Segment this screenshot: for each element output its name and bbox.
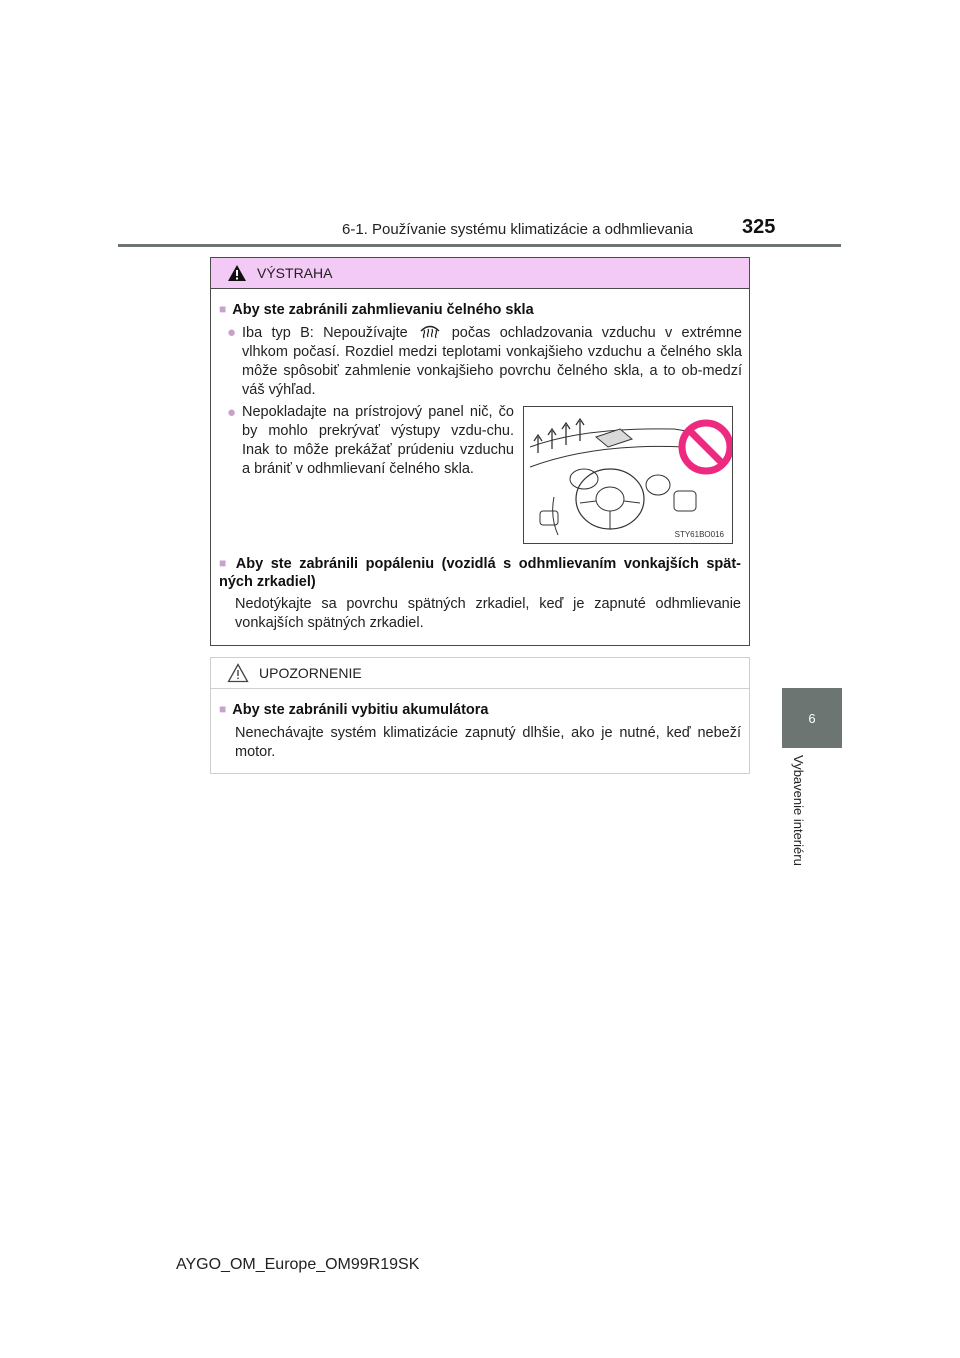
header-rule: [118, 244, 841, 247]
round-bullet-icon: ●: [227, 324, 237, 341]
warning-triangle-icon: [227, 264, 247, 282]
dashboard-illustration: [523, 406, 733, 544]
caution-box: [210, 657, 750, 774]
caution-triangle-icon: [227, 663, 249, 683]
warning-box: [210, 257, 750, 646]
caution-heading: UPOZORNENIE: [259, 665, 362, 681]
square-bullet-icon: ■: [219, 556, 230, 570]
defog-button-icon: [408, 323, 452, 343]
section-title-fogging: ■ Aby ste zabránili zahmlievaniu čelného skla: [219, 302, 534, 318]
warning-header: [211, 258, 749, 289]
section-text-burns: Nedotýkajte sa povrchu spätných zrkadiel, keď je zapnuté odhmlievanie vonkajších spätných zrkadiel.: [235, 596, 741, 631]
chapter-side-label: Vybavenie interiéru: [791, 755, 806, 866]
round-bullet-icon: ●: [227, 404, 237, 421]
section-title-burns: ■ Aby ste zabránili popáleniu (vozidlá s odhmlievaním vonkajších spät-ných zrkadiel): [219, 556, 742, 590]
bullet-text-defog-type-b: Iba typ B: Nepoužívajte počas ochladzovania vzduchu v extrémne vlhkom počasí. Rozdiel medzi teplotami vonkajšieho vzduchu a čelného skla môže spôsobiť zahmlenie vonkajšieho povrchu čelného skla, a to ob-medzí váš výhľad.: [242, 325, 742, 398]
square-bullet-icon: ■: [219, 302, 227, 316]
caution-header: [211, 658, 749, 689]
bullet-text-dashboard: Nepokladajte na prístrojový panel nič, čo by mohlo prekrývať výstupy vzdu-chu. Inak to môže prekážať prúdeniu vzduchu a brániť v odhmlievaní čelného skla.: [242, 404, 514, 477]
page-number: 325: [742, 216, 776, 238]
figure-code: STY61BO016: [674, 530, 724, 539]
warning-heading: VÝSTRAHA: [257, 265, 333, 281]
section-title-battery: ■ Aby ste zabránili vybitiu akumulátora: [219, 702, 489, 718]
document-id: AYGO_OM_Europe_OM99R19SK: [176, 1256, 420, 1273]
page-header-title: 6-1. Používanie systému klimatizácie a odhmlievania: [342, 221, 693, 238]
chapter-tab: 6: [782, 688, 842, 748]
square-bullet-icon: ■: [219, 702, 227, 716]
section-text-battery: Nenechávajte systém klimatizácie zapnutý dlhšie, ako je nutné, keď nebeží motor.: [235, 725, 741, 760]
